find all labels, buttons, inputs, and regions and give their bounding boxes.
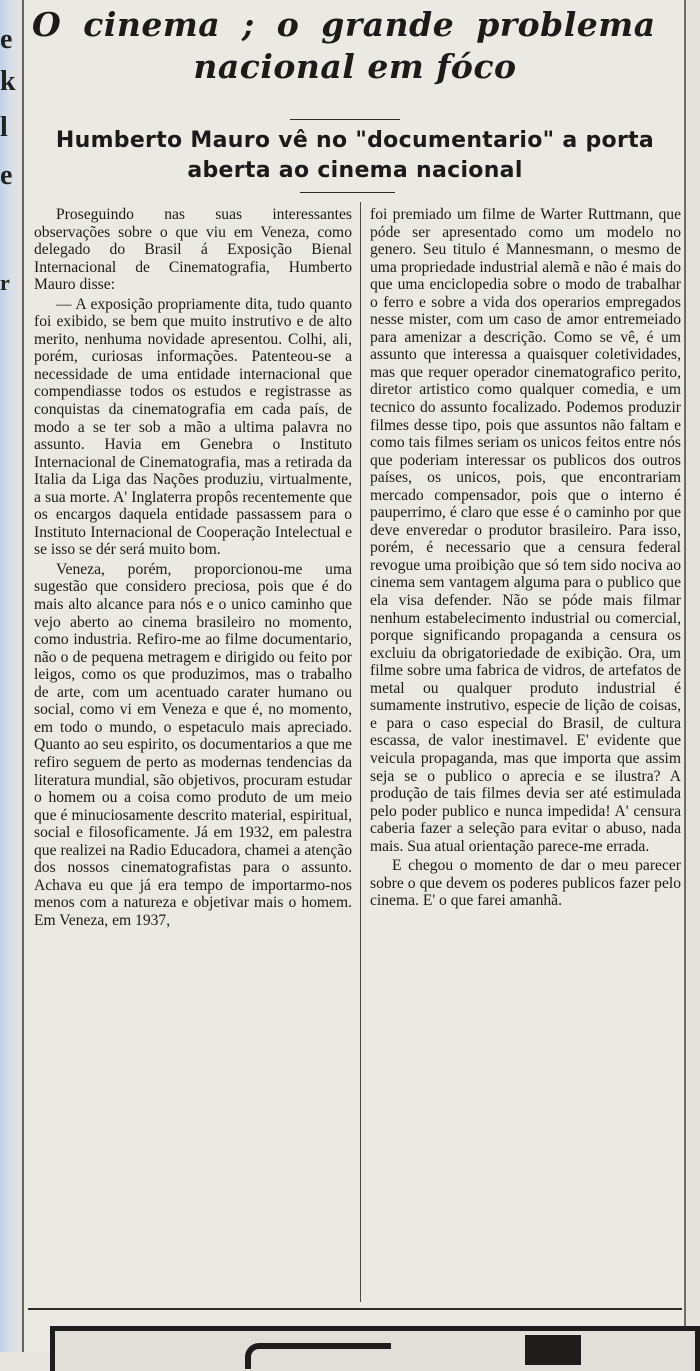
advertisement-fragment (50, 1326, 700, 1371)
left-column-rule (22, 0, 24, 1352)
article-column-1 (34, 206, 352, 929)
ad-block-fragment (525, 1335, 581, 1365)
subheadline-line-2: aberta ao cinema nacional (187, 158, 523, 183)
headline-divider (290, 119, 400, 120)
headline (28, 4, 682, 88)
clipped-right-column (686, 0, 700, 1352)
ad-lettering-fragment (245, 1343, 391, 1369)
article-bottom-rule (28, 1308, 682, 1310)
paragraph: E chegou o momento de dar o meu parecer sobre o que devem os poderes publicos fazer pelo cinema. E' o que farei amanhã. (370, 857, 681, 910)
paragraph: foi premiado um filme de Warter Ruttmann, que póde ser apresentado como um modelo no genero. Seu titulo é Mannesmann, o mesmo de uma propriedade industrial alemã e não é mais do que uma enciclopedia sobre o modo de trabalhar o ferro e sobre a vida dos operarios empregados nesse mister, com um caso de amor entremeiado para amenizar a descrição. Como se vê, é um assunto que interessa a quaisquer coletividades, mas que requer operador cinematografico perito, diretor artistico como qualquer comedia, e um tecnico do assunto focalizado. Podemos produzir filmes desse tipo, pois que assuntos não faltam e como tais filmes seriam os unicos feitos entre nós que poderiam interessar os publicos dos outros países, os unicos, pois, que encontrariam mercado compensador, pois que o interno é pauperrimo, é claro que esse é o caminho por que deve enveredar o produtor brasileiro. Para isso, porém, é necessario que a censura federal revogue uma proibição que só tem sido nociva ao cinema sem vantagem alguma para o publico que ela visa defender. Não se póde mais filmar nenhum estabelecimento industrial ou comercial, porque significando propaganda a censura os excluiu da obrigatoriedade de exibição. Ora, um filme sobre uma fabrica de vidros, de artefatos de metal ou qualquer produto industrial é sumamente instrutivo, especie de lição de coisas, e para o caso especial do Brasil, de cultura escassa, de valor inestimavel. E' evidente que veicula propaganda, mas que importa que assim seja se o publico o aprecia e se ilustra? A produção de tais filmes devia ser até estimulada pelo poder publico e nunca impedida! A' censura caberia fazer a seleção para evitar o abuso, nada mais. Sua atual orientação parece-me errada. (370, 206, 681, 855)
subheadline (28, 126, 682, 186)
headline-line-2: nacional em fóco (193, 47, 517, 86)
margin-letter: l (0, 112, 8, 143)
column-divider (360, 202, 361, 1302)
margin-letter: e (0, 24, 13, 55)
subheadline-divider (300, 192, 395, 193)
paragraph: Proseguindo nas suas interessantes observações sobre o que viu em Veneza, como delegado do Brasil á Exposição Bienal Internacional de Cinematografia, Humberto Mauro disse: (34, 206, 352, 294)
subheadline-line-1: Humberto Mauro vê no "documentario" a porta (55, 128, 655, 153)
headline-line-1: O cinema ; o grande problema (32, 5, 656, 44)
paragraph: Veneza, porém, proporcionou-me uma sugestão que considero preciosa, pois que é do mais alto alcance para nós e o unico caminho que vejo aberto ao cinema brasileiro no momento, como industria. Refiro-me ao filme documentario, não o de pequena metragem e dirigido ou feito por leigos, como os que produzimos, mas o trabalho de arte, com um acentuado carater humano ou social, como vi em Veneza e que é, no momento, em todo o mundo, o espetaculo mais apreciado. Quanto ao seu espirito, os documentarios a que me refiro seguem de perto as modernas tendencias da literatura mundial, são objetivos, procuram estudar o homem ou a coisa como produto de um meio que é minuciosamente descrito material, espiritual, social e filosoficamente. Já em 1932, em palestra que realizei na Radio Educadora, chamei a atenção dos nossos cinematografistas para o assunto. Achava eu que já era tempo de importarmo-nos menos com a natureza e objetivar mais o homem. Em Veneza, em 1937, (34, 560, 352, 929)
margin-letter: r (0, 270, 10, 295)
margin-letter: e (0, 160, 13, 191)
paragraph: — A exposição propriamente dita, tudo quanto foi exibido, se bem que muito instrutivo e de alto merito, nenhuma novidade apresentou. Colhi, ali, porém, curiosas informações. Patenteou-se a necessidade de uma entidade internacional que compendiasse todos os estudos e registrasse as conquistas da cinematografia em cada país, de modo a se ter sob a mão a ultima palavra no assunto. Havia em Genebra o Instituto Internacional de Cinematografia, mas a retirada da Italia da Liga das Nações produziu, virtualmente, a sua morte. A' Inglaterra propôs recentemente que os encargos daquela entidade passassem para o Instituto Internacional de Cooperação Intelectual e se isso se dér será muito bom. (34, 295, 352, 559)
margin-letter: k (0, 66, 16, 97)
article-column-2 (370, 206, 681, 910)
clipped-left-column (0, 0, 22, 1352)
